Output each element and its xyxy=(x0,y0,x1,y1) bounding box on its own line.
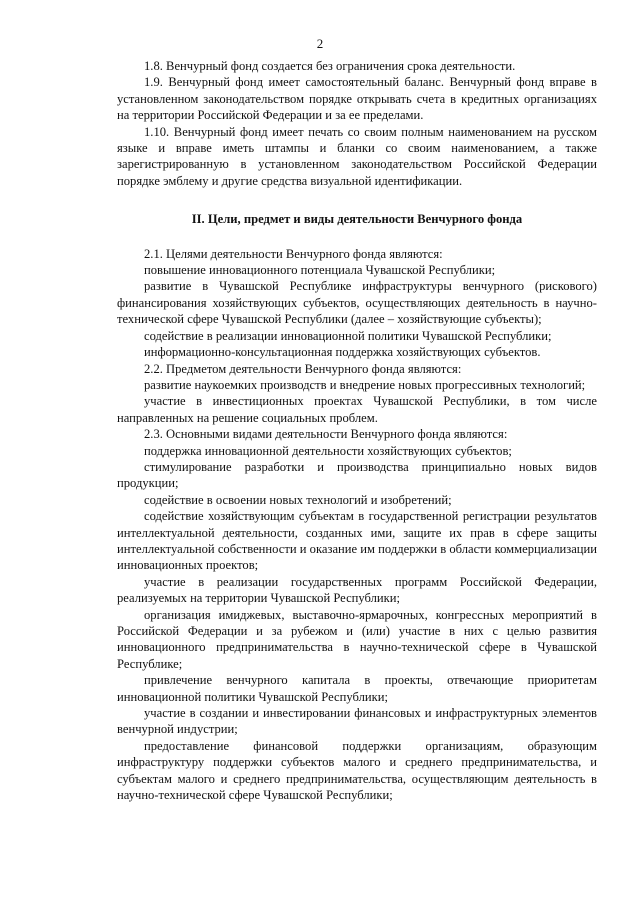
page-number: 2 xyxy=(316,36,324,51)
paragraph: развитие наукоемких производств и внедрение новых прогрессивных технологий; xyxy=(144,377,586,392)
paragraph: содействие в освоении новых технологий и изобретений; xyxy=(144,492,452,507)
paragraph: 2.3. Основными видами деятельности Венчурного фонда являются: xyxy=(144,427,508,442)
document-body xyxy=(117,58,597,803)
paragraph-1-9: 1.9. Венчурный фонд имеет самостоятельный баланс. Венчурный фонд вправе в установленном законодательством порядке открывать счета в кредитных организациях на территории Российской Федерации и за ее пределами. xyxy=(117,75,597,123)
paragraph: 2.2. Предметом деятельности Венчурного фонда являются: xyxy=(144,361,462,376)
paragraph: участие в инвестиционных проектах Чувашской Республики, в том числе направленных на решение социальных проблем. xyxy=(117,394,597,425)
paragraph: организация имиджевых, выставочно-ярмарочных, конгрессных мероприятий в Российской Федерации и за рубежом и (или) участие в них с целью развития инновационного предпринимательства в научно-технической сфере в Чувашской Республике; xyxy=(117,607,597,671)
paragraph: развитие в Чувашской Республике инфраструктуры венчурного (рискового) финансирования хозяйствующих субъектов, осуществляющих деятельность в научно-технической сфере Чувашской Республики (далее – хозяйствующие субъекты); xyxy=(117,279,597,327)
paragraph: повышение инновационного потенциала Чувашской Республики; xyxy=(144,263,496,278)
paragraph: предоставление финансовой поддержки организациям, образующим инфраструктуру поддержки субъектов малого и среднего предпринимательства, и субъектам малого и среднего предпринимательства, осуществляющим деятельность в научно-технической сфере Чувашской Республики; xyxy=(117,738,597,803)
paragraph: участие в создании и инвестировании финансовых и инфраструктурных элементов венчурной индустрии; xyxy=(117,706,597,737)
paragraph: содействие хозяйствующим субъектам в государственной регистрации результатов интеллектуальной деятельности, созданных ими, защите их прав в сфере защиты интеллектуальной собственности и оказание им поддержки в области коммерциализации инновационных проектов; xyxy=(117,509,597,573)
paragraph: 2.1. Целями деятельности Венчурного фонда являются: xyxy=(144,246,443,261)
paragraph: привлечение венчурного капитала в проекты, отвечающие приоритетам инновационной политики Чувашской Республики; xyxy=(117,673,597,704)
paragraph: информационно-консультационная поддержка хозяйствующих субъектов. xyxy=(144,345,541,360)
paragraph-1-10: 1.10. Венчурный фонд имеет печать со своим полным наименованием на русском языке и вправе иметь штампы и бланки со своим наименованием, а также зарегистрированную в установленном законодательством Российской Федерации порядке эмблему и другие средства визуальной идентификации. xyxy=(117,124,597,188)
paragraph: участие в реализации государственных программ Российской Федерации, реализуемых на территории Чувашской Республики; xyxy=(117,574,597,606)
section-heading: II. Цели, предмет и виды деятельности Венчурного фонда xyxy=(191,212,523,227)
paragraph: содействие в реализации инновационной политики Чувашской Республики; xyxy=(144,328,552,343)
paragraph: поддержка инновационной деятельности хозяйствующих субъектов; xyxy=(144,443,512,458)
paragraph-1-8: 1.8. Венчурный фонд создается без ограничения срока деятельности. xyxy=(144,59,516,73)
paragraph: стимулирование разработки и производства принципиально новых видов продукции; xyxy=(117,459,597,491)
